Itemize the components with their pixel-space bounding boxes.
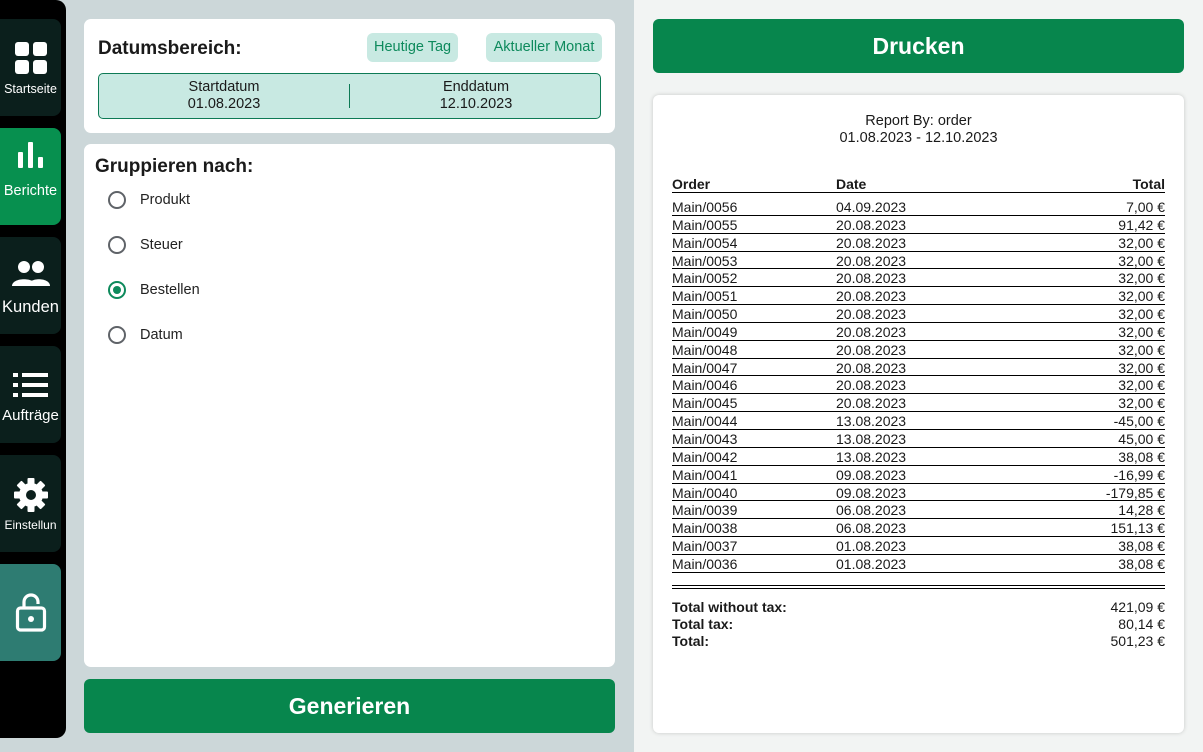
table-row	[672, 359, 1165, 377]
report-header	[653, 113, 1184, 147]
totals-row	[672, 599, 1165, 616]
total-cell: 32,00 €	[1118, 252, 1165, 269]
total-cell: 38,08 €	[1118, 555, 1165, 572]
bar-chart-icon	[0, 140, 61, 176]
total-cell: -179,85 €	[1105, 484, 1165, 501]
table-body	[672, 198, 1165, 573]
table-header	[672, 176, 1165, 193]
group-by-title: Gruppieren nach:	[95, 156, 254, 177]
table-row	[672, 252, 1165, 270]
table-row	[672, 234, 1165, 252]
totals-value: 421,09 €	[1110, 598, 1165, 615]
total-cell: 38,08 €	[1118, 448, 1165, 465]
order-cell: Main/0045	[672, 395, 738, 412]
totals-label: Total tax:	[672, 615, 734, 632]
total-cell: -16,99 €	[1113, 466, 1165, 483]
report-preview	[653, 95, 1184, 733]
end-date-field[interactable]	[351, 79, 601, 113]
order-cell: Main/0051	[672, 288, 738, 305]
total-cell: 45,00 €	[1118, 430, 1165, 447]
order-cell: Main/0040	[672, 484, 738, 501]
grid-icon	[0, 41, 61, 77]
date-cell: 20.08.2023	[836, 216, 907, 233]
table-row	[672, 323, 1165, 341]
total-cell: 32,00 €	[1118, 306, 1165, 323]
sidebar-nav	[0, 0, 66, 738]
lock-open-icon	[0, 592, 61, 628]
today-button[interactable]: Heutige Tag	[367, 33, 458, 62]
total-cell: 32,00 €	[1118, 359, 1165, 376]
sidebar-item-kunden[interactable]	[0, 237, 61, 334]
column-header-date: Date	[836, 176, 867, 192]
order-cell: Main/0044	[672, 413, 738, 430]
order-cell: Main/0043	[672, 430, 738, 447]
start-date-field[interactable]	[99, 79, 349, 113]
table-row	[672, 394, 1165, 412]
date-cell: 09.08.2023	[836, 466, 907, 483]
total-cell: 32,00 €	[1118, 341, 1165, 358]
date-cell: 01.08.2023	[836, 555, 907, 572]
date-cell: 20.08.2023	[836, 341, 907, 358]
sidebar-item-startseite[interactable]	[0, 19, 61, 116]
order-cell: Main/0039	[672, 502, 738, 519]
report-title: Report By: order	[865, 113, 972, 129]
report-table	[672, 176, 1165, 650]
date-cell: 20.08.2023	[836, 323, 907, 340]
radio-option-datum[interactable]	[108, 324, 183, 346]
table-row	[672, 269, 1165, 287]
totals-row	[672, 616, 1165, 633]
table-row	[672, 484, 1165, 502]
date-cell: 13.08.2023	[836, 413, 907, 430]
table-row	[672, 198, 1165, 216]
date-cell: 01.08.2023	[836, 538, 907, 555]
date-cell: 13.08.2023	[836, 448, 907, 465]
end-date-value: 12.10.2023	[439, 96, 513, 112]
totals-divider	[672, 585, 1165, 589]
table-row	[672, 537, 1165, 555]
date-cell: 20.08.2023	[836, 359, 907, 376]
order-cell: Main/0042	[672, 448, 738, 465]
print-button[interactable]: Drucken	[653, 19, 1184, 73]
group-by-card	[84, 144, 615, 667]
order-cell: Main/0038	[672, 520, 738, 537]
date-range-card	[84, 19, 615, 133]
order-cell: Main/0056	[672, 199, 738, 215]
total-cell: 32,00 €	[1118, 288, 1165, 305]
totals-label: Total without tax:	[672, 598, 787, 615]
table-row	[672, 216, 1165, 234]
column-header-total: Total	[1132, 176, 1165, 192]
report-totals	[672, 599, 1165, 650]
date-cell: 20.08.2023	[836, 288, 907, 305]
total-cell: 14,28 €	[1118, 502, 1165, 519]
total-cell: 32,00 €	[1118, 395, 1165, 412]
radio-button[interactable]	[108, 236, 126, 254]
sidebar-item-label: Startseite	[4, 82, 57, 96]
radio-option-steuer[interactable]	[108, 234, 183, 256]
date-cell: 04.09.2023	[836, 199, 907, 215]
sidebar-item-einstellungen[interactable]	[0, 455, 61, 552]
radio-button[interactable]	[108, 191, 126, 209]
table-row	[672, 555, 1165, 573]
current-month-button[interactable]: Aktueller Monat	[486, 33, 602, 62]
report-range: 01.08.2023 - 12.10.2023	[839, 130, 998, 146]
sidebar-item-auftraege[interactable]	[0, 346, 61, 443]
generate-button[interactable]: Generieren	[84, 679, 615, 733]
total-cell: 91,42 €	[1118, 216, 1165, 233]
order-cell: Main/0052	[672, 270, 738, 287]
date-cell: 20.08.2023	[836, 395, 907, 412]
table-row	[672, 412, 1165, 430]
total-cell: -45,00 €	[1113, 413, 1165, 430]
radio-label: Datum	[140, 327, 183, 343]
date-cell: 20.08.2023	[836, 234, 907, 251]
sidebar-item-label: Kunden	[2, 298, 59, 316]
report-settings-panel	[66, 0, 634, 752]
date-cell: 06.08.2023	[836, 502, 907, 519]
sidebar-item-label: Einstellun	[4, 518, 57, 532]
range-divider	[349, 84, 350, 108]
column-header-order: Order	[672, 176, 711, 192]
order-cell: Main/0055	[672, 216, 738, 233]
date-cell: 09.08.2023	[836, 484, 907, 501]
date-range-title: Datumsbereich:	[98, 38, 242, 59]
sidebar-item-label: Aufträge	[2, 407, 59, 424]
order-cell: Main/0050	[672, 306, 738, 323]
sidebar	[0, 0, 66, 752]
sidebar-item-berichte[interactable]	[0, 128, 61, 225]
table-row	[672, 448, 1165, 466]
order-cell: Main/0046	[672, 377, 738, 394]
order-cell: Main/0036	[672, 555, 738, 572]
sidebar-item-label: Berichte	[3, 183, 58, 199]
total-cell: 151,13 €	[1110, 520, 1165, 537]
totals-value: 80,14 €	[1118, 615, 1165, 632]
total-cell: 32,00 €	[1118, 323, 1165, 340]
radio-label: Bestellen	[140, 282, 200, 298]
sidebar-item-lock[interactable]	[0, 564, 61, 661]
order-cell: Main/0037	[672, 538, 738, 555]
order-cell: Main/0049	[672, 323, 738, 340]
totals-value: 501,23 €	[1110, 632, 1165, 649]
order-cell: Main/0048	[672, 341, 738, 358]
report-preview-panel	[634, 0, 1203, 752]
table-row	[672, 501, 1165, 519]
radio-option-bestellen[interactable]	[108, 279, 200, 301]
radio-label: Produkt	[140, 192, 190, 208]
table-row	[672, 341, 1165, 359]
total-cell: 32,00 €	[1118, 234, 1165, 251]
order-cell: Main/0047	[672, 359, 738, 376]
totals-label: Total:	[672, 632, 710, 649]
order-cell: Main/0041	[672, 466, 738, 483]
table-row	[672, 376, 1165, 394]
table-row	[672, 519, 1165, 537]
radio-button[interactable]	[108, 326, 126, 344]
gear-icon	[0, 477, 61, 513]
date-cell: 20.08.2023	[836, 252, 907, 269]
date-cell: 20.08.2023	[836, 377, 907, 394]
people-icon	[0, 259, 61, 295]
radio-label: Steuer	[140, 237, 183, 253]
totals-row	[672, 633, 1165, 650]
total-cell: 7,00 €	[1126, 199, 1165, 215]
date-range-picker	[98, 73, 601, 119]
total-cell: 38,08 €	[1118, 538, 1165, 555]
date-cell: 20.08.2023	[836, 306, 907, 323]
order-cell: Main/0053	[672, 252, 738, 269]
radio-option-produkt[interactable]	[108, 189, 190, 211]
date-cell: 20.08.2023	[836, 270, 907, 287]
list-icon	[0, 372, 61, 408]
table-row	[672, 287, 1165, 305]
start-date-value: 01.08.2023	[187, 96, 261, 112]
table-row	[672, 466, 1165, 484]
start-date-label: Startdatum	[188, 79, 260, 95]
radio-button-selected[interactable]	[108, 281, 126, 299]
table-row	[672, 305, 1165, 323]
total-cell: 32,00 €	[1118, 377, 1165, 394]
order-cell: Main/0054	[672, 234, 738, 251]
end-date-label: Enddatum	[442, 79, 510, 95]
total-cell: 32,00 €	[1118, 270, 1165, 287]
date-cell: 13.08.2023	[836, 430, 907, 447]
date-cell: 06.08.2023	[836, 520, 907, 537]
table-row	[672, 430, 1165, 448]
